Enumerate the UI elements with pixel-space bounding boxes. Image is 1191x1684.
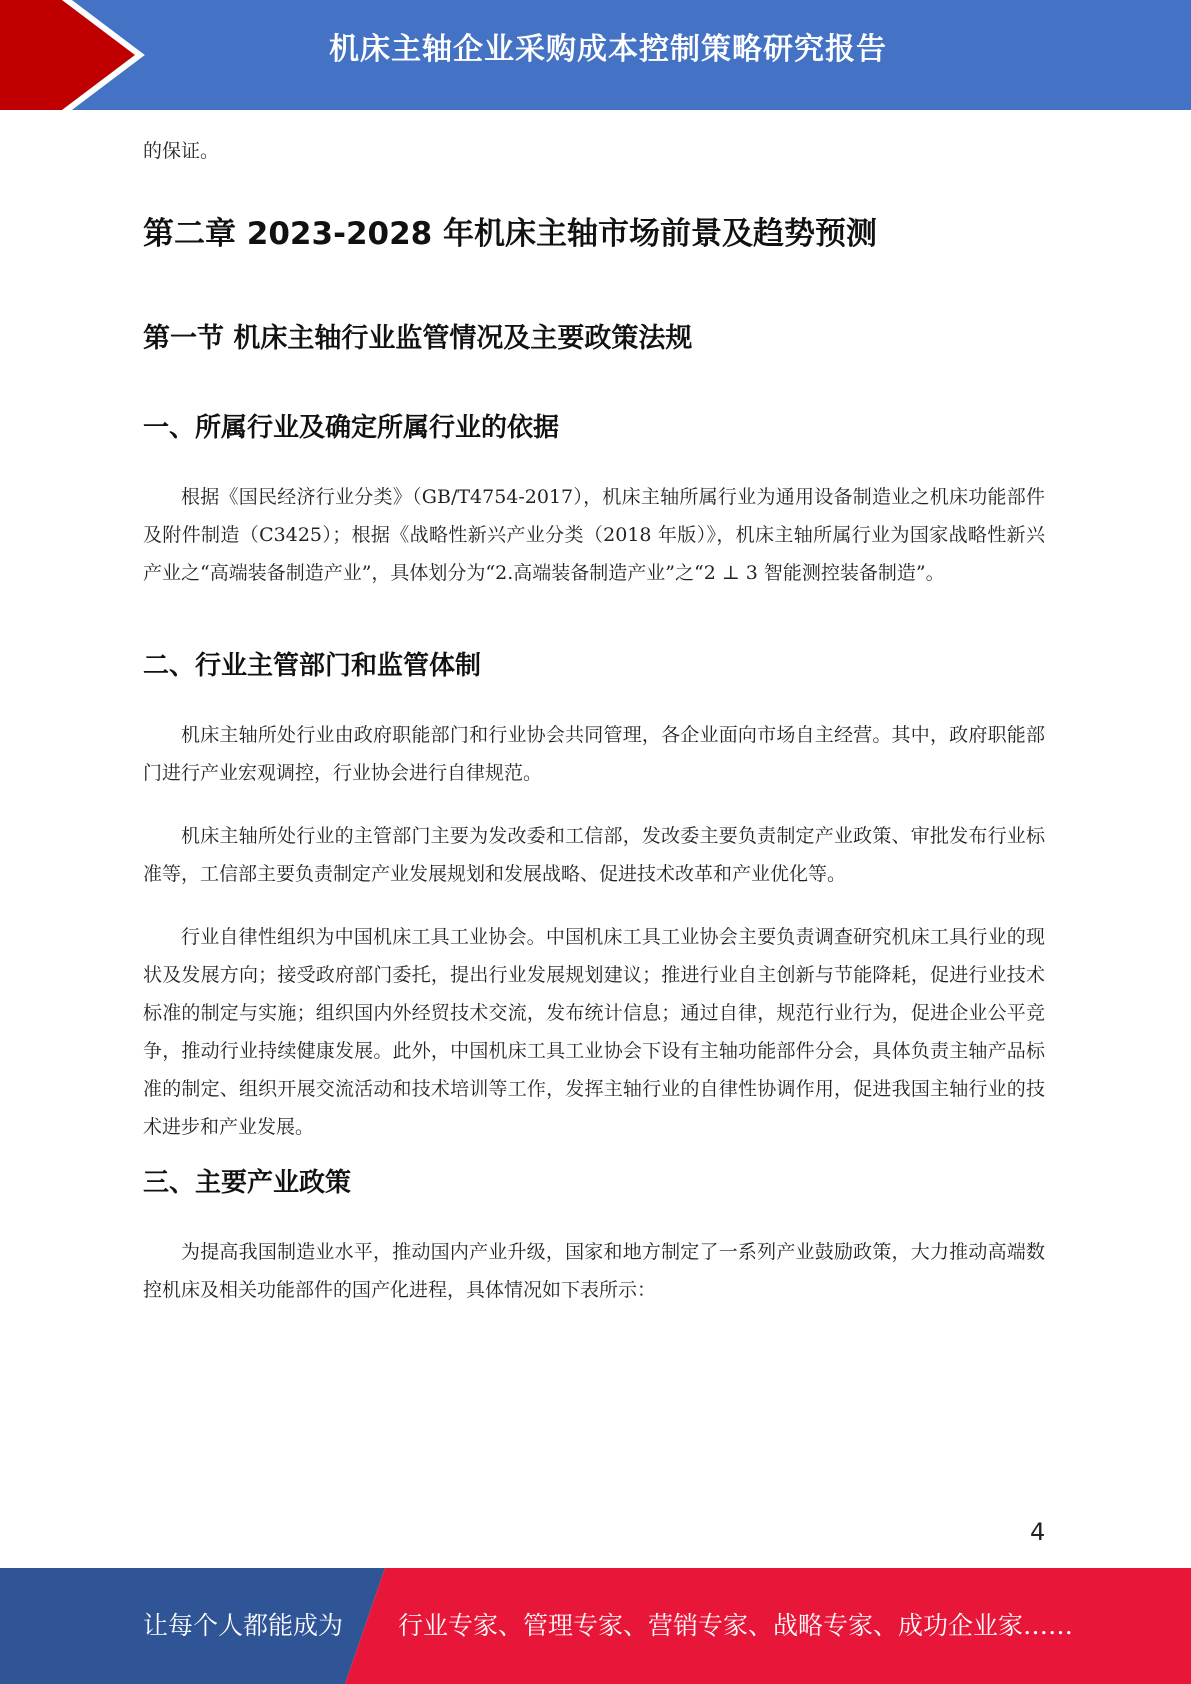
- document-body: [143, 136, 1045, 1301]
- chapter-title: 第二章 2023-2028 年机床主轴市场前景及趋势预测: [143, 216, 878, 252]
- paragraph: 机床主轴所处行业的主管部门主要为发改委和工信部，发改委主要负责制定产业政策、审批发布行业标准等，工信部主要负责制定产业发展规划和发展战略、促进技术改革和产业优化等。: [143, 825, 1045, 885]
- footer-banner: [0, 1568, 1191, 1684]
- paragraph: 为提高我国制造业水平，推动国内产业升级，国家和地方制定了一系列产业鼓励政策，大力推动高端数控机床及相关功能部件的国产化进程，具体情况如下表所示：: [143, 1241, 1045, 1301]
- paragraph: 行业自律性组织为中国机床工具工业协会。中国机床工具工业协会主要负责调查研究机床工具行业的现状及发展方向；接受政府部门委托，提出行业发展规划建议；推进行业自主创新与节能降耗，促进行业技术标准的制定与实施；组织国内外经贸技术交流，发布统计信息；通过自律，规范行业行为，促进企业公平竞争，推动行业持续健康发展。此外，中国机床工具工业协会下设有主轴功能部件分会，具体负责主轴产品标准的制定、组织开展交流活动和技术培训等工作，发挥主轴行业的自律性协调作用，促进我国主轴行业的技术进步和产业发展。: [143, 926, 1045, 1138]
- footer-slogan-left: 让每个人都能成为: [143, 1611, 344, 1640]
- subsection-title: 三、主要产业政策: [143, 1168, 352, 1198]
- section-title: 第一节 机床主轴行业监管情况及主要政策法规: [143, 323, 693, 354]
- subsection-title: 一、所属行业及确定所属行业的依据: [143, 413, 560, 443]
- report-title: 机床主轴企业采购成本控制策略研究报告: [329, 32, 887, 67]
- page-number: 4: [1030, 1518, 1046, 1546]
- subsection-title: 二、行业主管部门和监管体制: [143, 651, 482, 681]
- continuation-text: 的保证。: [143, 140, 220, 162]
- footer-slogan-right: 行业专家、管理专家、营销专家、战略专家、成功企业家……: [398, 1611, 1074, 1640]
- paragraph: 根据《国民经济行业分类》（GB/T4754-2017），机床主轴所属行业为通用设备制造业之机床功能部件及附件制造（C3425）；根据《战略性新兴产业分类（2018 年版）》，机床主轴所属行业为国家战略性新兴产业之“高端装备制造产业”，具体划分为“2.高端装备制造产业”之“2 ⊥ 3 智能测控装备制造”。: [143, 486, 1045, 584]
- paragraph: 机床主轴所处行业由政府职能部门和行业协会共同管理，各企业面向市场自主经营。其中，政府职能部门进行产业宏观调控，行业协会进行自律规范。: [143, 724, 1045, 784]
- header-banner: [0, 0, 1191, 110]
